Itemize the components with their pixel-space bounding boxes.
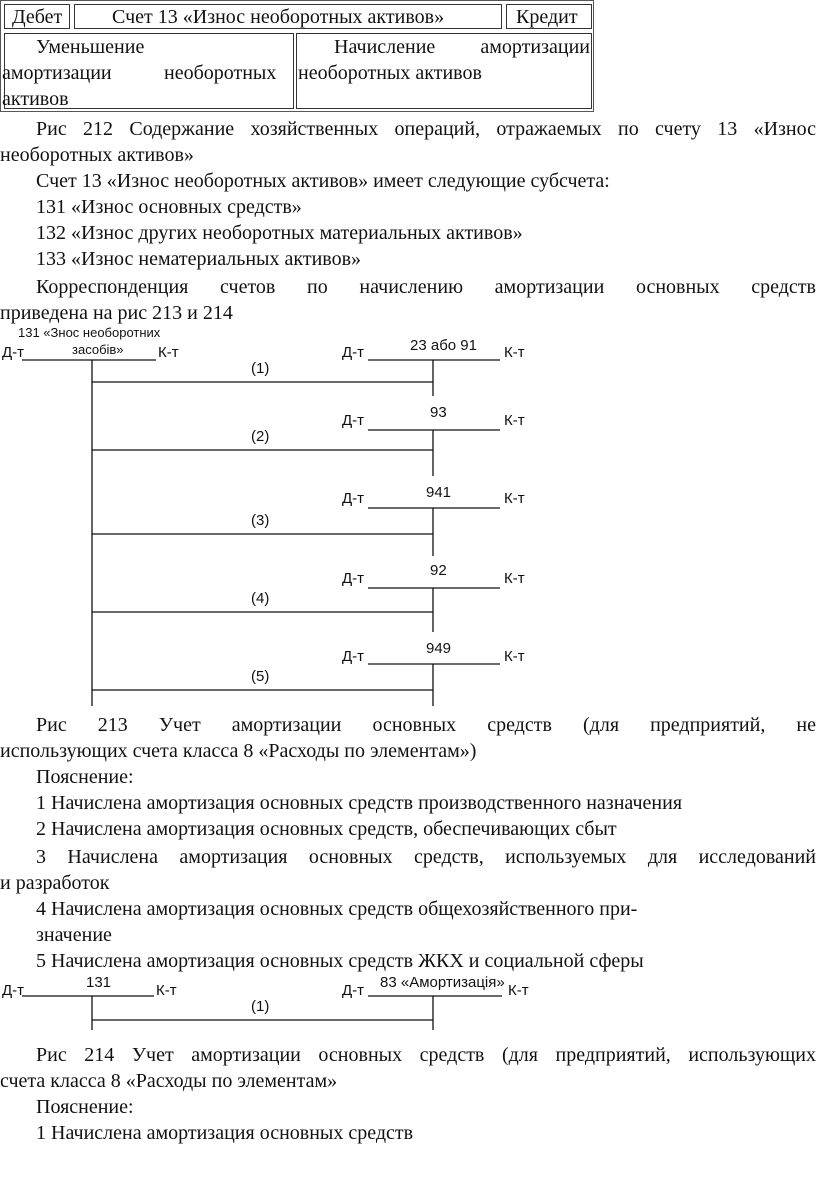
caption-fig214-line1: Рис 214 Учет амортизации основных средств (для предприятий, использующих [36,1044,816,1066]
caption-fig214-line2: счета класса 8 «Расходы по элементам» [0,1070,338,1092]
table-right-line2: необоротных активов [298,62,482,84]
diagram1-left-kt: К-т [158,344,179,361]
diagram2-left-kt: К-т [156,982,177,999]
diagram1-dt-2: Д-т [342,412,365,429]
correspondence-line1: Корреспонденция счетов по начислению амортизации основных средств [36,276,816,298]
explanation-item-3-line2: и разработок [0,872,110,894]
table-title-header: Счет 13 «Износ необоротных активов» [112,6,445,28]
caption-fig213-line2: использующих счета класса 8 «Расходы по элементам») [0,740,477,762]
table-debit-header: Дебет [12,6,63,28]
subaccount-131: 131 «Износ основных средств» [36,196,302,218]
diagram1-dt-5: Д-т [342,648,365,665]
diagram1-account-4: 92 [430,562,447,579]
diagram1-kt-1: К-т [504,344,525,361]
table-left-line3: активов [2,88,69,110]
table-credit-header: Кредит [516,6,578,28]
caption-fig212-line1: Рис 212 Содержание хозяйственных операций, отражаемых по счету 13 «Износ [36,118,816,140]
diagram2-op-1: (1) [251,998,270,1015]
diagram1-account-1: 23 або 91 [410,337,477,354]
diagram1-account-2: 93 [430,404,447,421]
diagram1-op-1: (1) [251,360,270,377]
diagram1-left-dt: Д-т [2,344,25,361]
subaccount-133: 133 «Износ нематериальных активов» [36,248,362,270]
table-left-line2b: необоротных [164,62,277,84]
diagram1-kt-2: К-т [504,412,525,429]
diagram1-op-3: (3) [251,512,270,529]
table-left-line2a: амортизации [2,62,112,84]
explanation-item-3-line1: 3 Начислена амортизация основных средств, используемых для исследований [36,846,816,868]
diagram1-dt-1: Д-т [342,344,365,361]
caption-fig213-line1: Рис 213 Учет амортизации основных средств (для предприятий, не [36,714,816,736]
explanation-item-4-line1: 4 Начислена амортизация основных средств общехозяйственного при- [36,898,638,920]
explanation-item-2: 2 Начислена амортизация основных средств, обеспечивающих сбыт [36,818,617,840]
subaccounts-intro: Счет 13 «Износ необоротных активов» имеет следующие субсчета: [36,170,610,192]
diagram1-dt-4: Д-т [342,570,365,587]
diagram1-account-5: 949 [426,640,452,657]
diagram2-right-account: 83 «Амортизація» [380,974,505,991]
diagram1-op-4: (4) [251,590,270,607]
diagram1-op-2: (2) [251,428,270,445]
diagram1-kt-3: К-т [504,490,525,507]
diagram2-right-kt: К-т [508,982,529,999]
explanation-item-1: 1 Начислена амортизация основных средств производственного назначения [36,792,683,814]
explanation-item-5: 5 Начислена амортизация основных средств ЖКХ и социальной сферы [36,950,644,972]
diagram1-left-account-line2: засобів» [72,342,124,357]
correspondence-line2: приведена на рис 213 и 214 [0,302,233,324]
subaccount-132: 132 «Износ других необоротных материальных активов» [36,222,523,244]
diagram1-op-5: (5) [251,668,270,685]
explanation-heading-1: Пояснение: [36,766,134,788]
explanation-item-4-line2: значение [36,924,112,946]
diagram1-dt-3: Д-т [342,490,365,507]
diagram1-kt-5: К-т [504,648,525,665]
diagram1-account-3: 941 [426,484,452,501]
diagram1-left-account-line1: 131 «Знос необоротних [18,325,161,340]
diagram2-right-dt: Д-т [342,982,365,999]
table-left-line1: Уменьшение [36,36,145,58]
diagram2-left-account: 131 [86,974,112,991]
explanation2-item-1: 1 Начислена амортизация основных средств [36,1122,414,1144]
diagram1-kt-4: К-т [504,570,525,587]
explanation-heading-2: Пояснение: [36,1096,134,1118]
diagram2-left-dt: Д-т [2,982,25,999]
table-right-line1: Начисление амортизации [334,36,590,58]
caption-fig212-line2: необоротных активов» [0,144,194,166]
